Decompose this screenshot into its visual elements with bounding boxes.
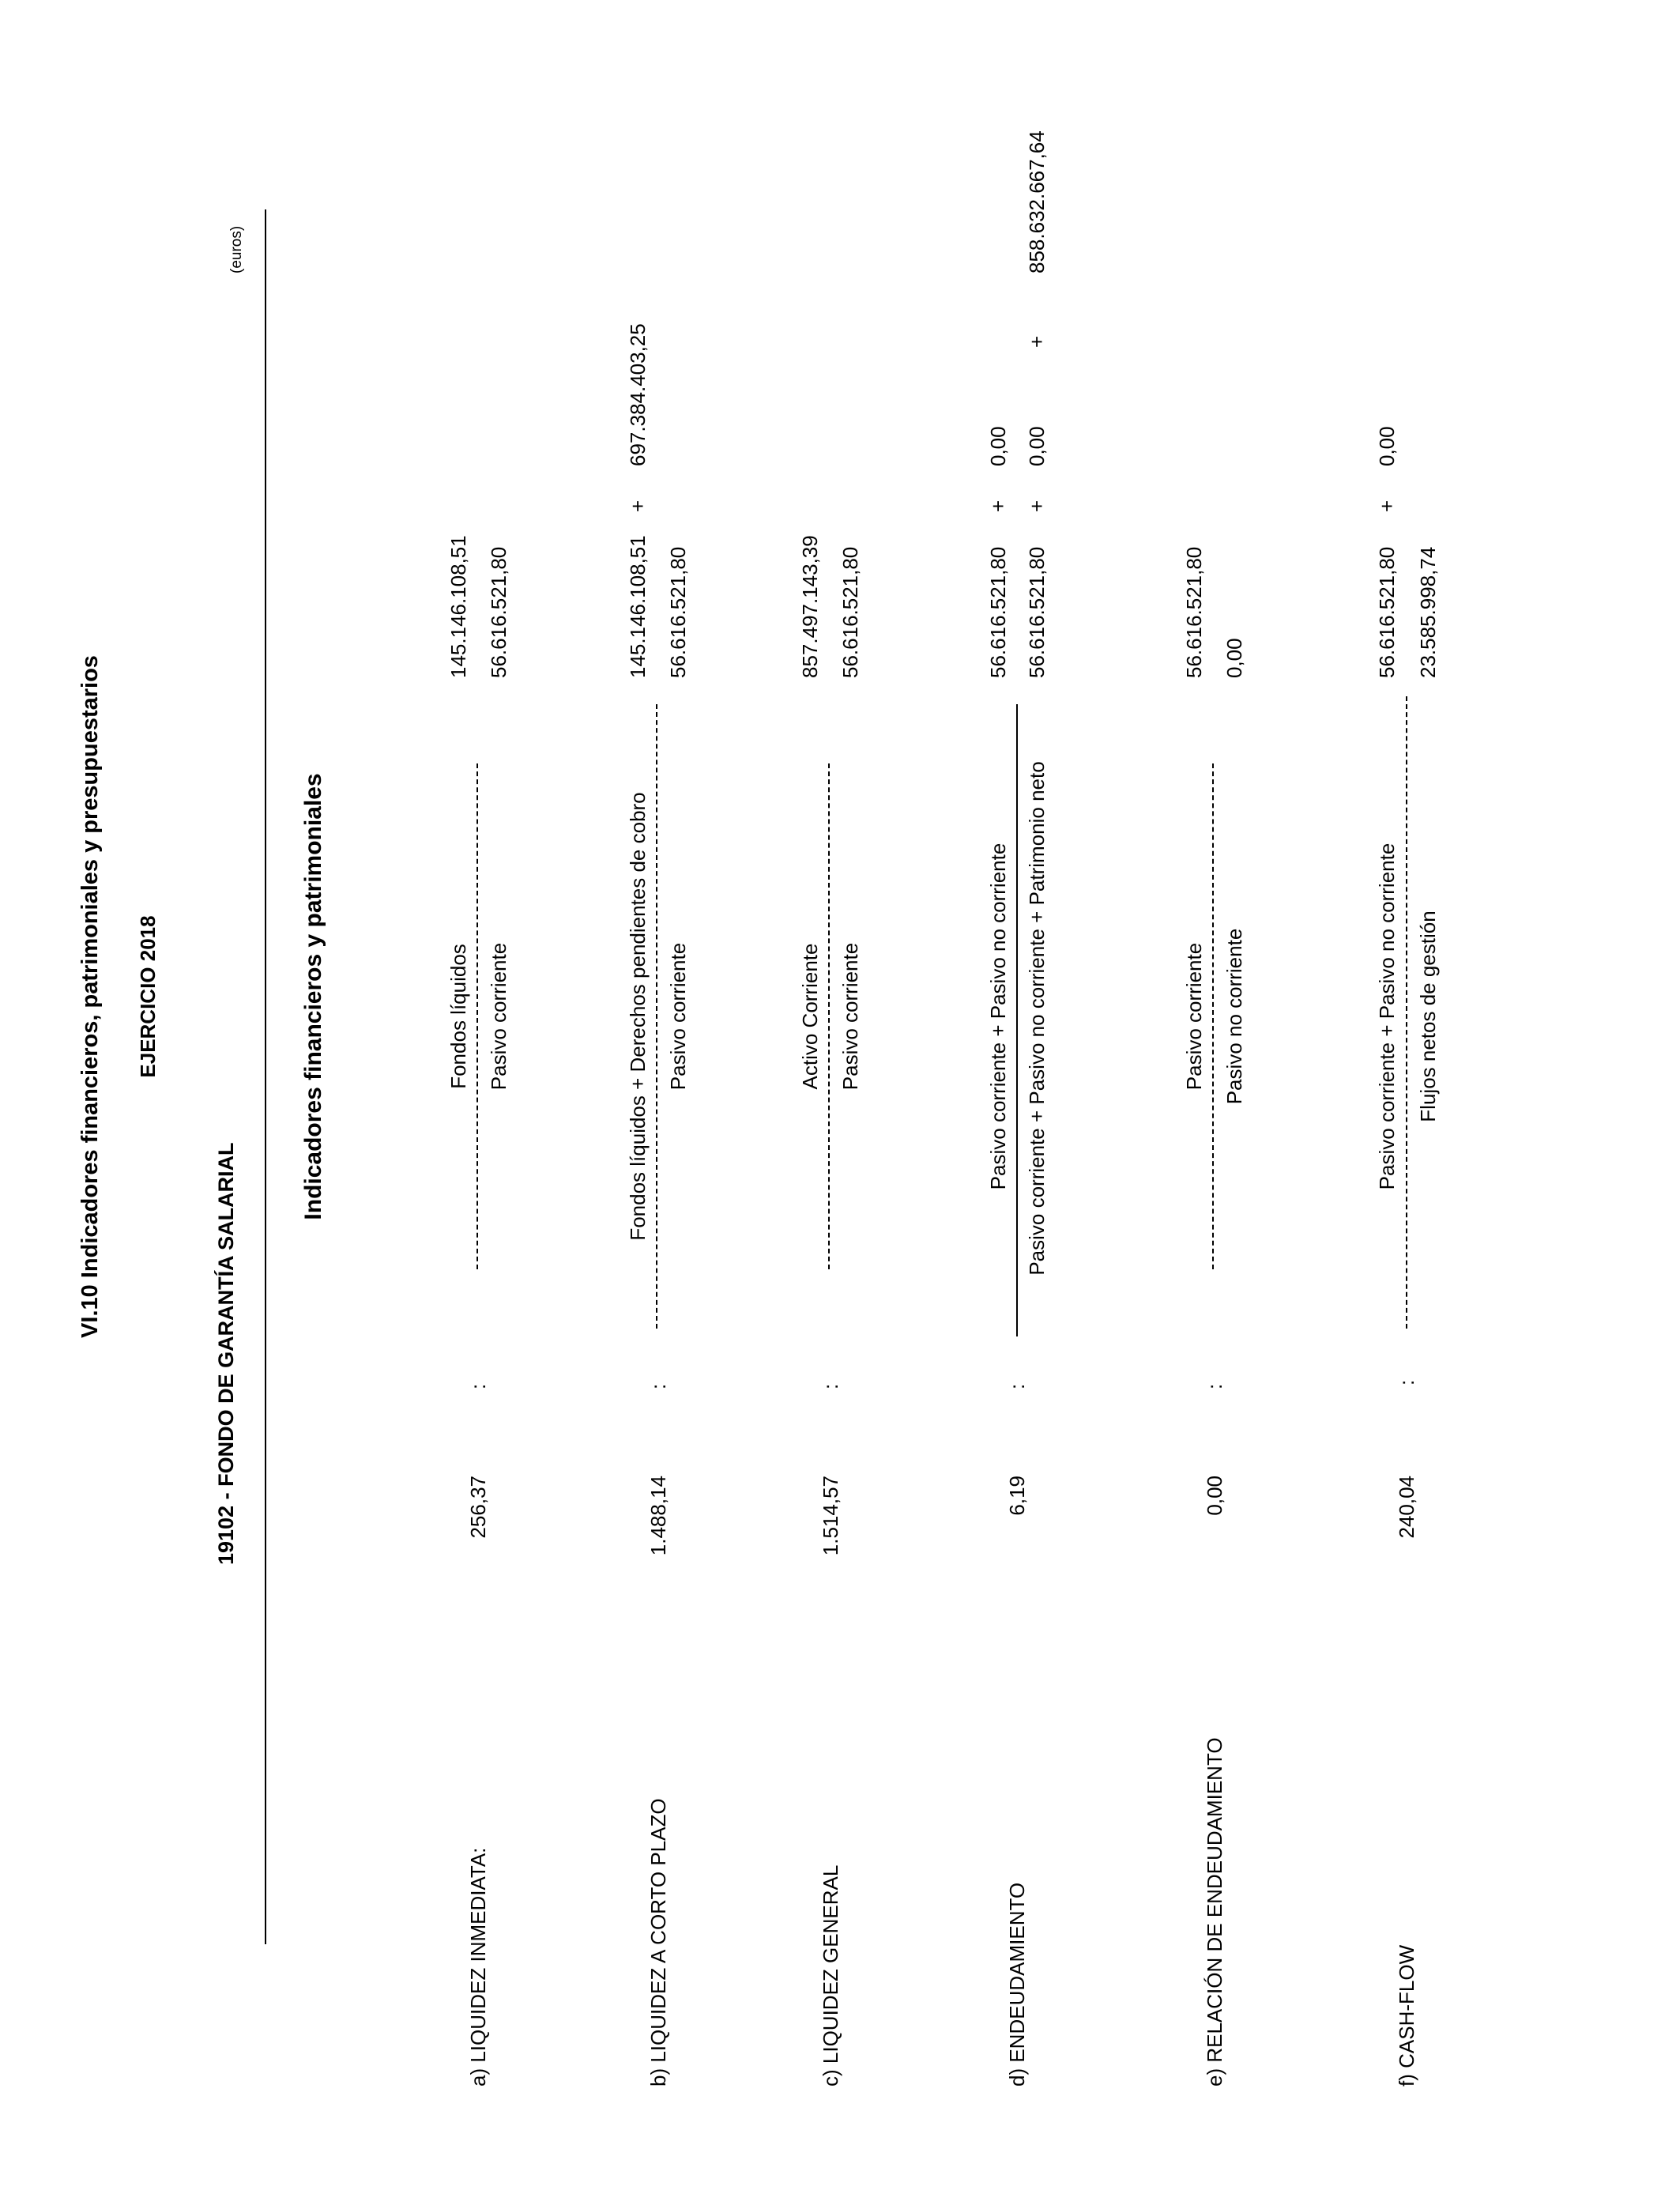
numerator-value: 857.497.143,39 bbox=[798, 535, 822, 678]
numerator-value: 145.146.108,51 bbox=[626, 535, 650, 678]
entity-name: 19102 - FONDO DE GARANTÍA SALARIAL bbox=[214, 1142, 238, 1565]
plus-sign: + bbox=[1025, 335, 1049, 348]
denominator-text: Pasivo corriente bbox=[666, 942, 690, 1091]
indicator-label: a) LIQUIDEZ INMEDIATA: bbox=[466, 1847, 490, 2087]
plus-sign: + bbox=[1025, 499, 1049, 512]
indicator-result: 0,00 bbox=[1203, 1476, 1226, 1516]
section-title: Indicadores financieros y patrimoniales bbox=[300, 773, 326, 1220]
indicator-result: 1.488,14 bbox=[646, 1476, 670, 1556]
denominator-text: Pasivo corriente bbox=[838, 942, 862, 1091]
indicator-label: e) RELACIÓN DE ENDEUDAMIENTO bbox=[1203, 1737, 1226, 2087]
colon: : bbox=[819, 1383, 842, 1389]
indicator-result: 1.514,57 bbox=[819, 1476, 842, 1556]
colon: : bbox=[466, 1383, 490, 1389]
colon: : bbox=[1395, 1379, 1418, 1385]
numerator-value: 0,00 bbox=[986, 426, 1010, 466]
indicator-label: c) LIQUIDEZ GENERAL bbox=[819, 1864, 842, 2087]
numerator-text: Pasivo corriente + Pasivo no corriente bbox=[1375, 843, 1399, 1190]
denominator-text: Pasivo no corriente bbox=[1222, 928, 1246, 1105]
denominator-value: 858.632.667,64 bbox=[1025, 130, 1049, 273]
plus-sign: + bbox=[986, 499, 1010, 512]
fraction-line bbox=[1212, 763, 1214, 1269]
denominator-value: 23.585.998,74 bbox=[1416, 546, 1440, 678]
denominator-value: 56.616.521,80 bbox=[1025, 546, 1049, 678]
numerator-text: Activo Corriente bbox=[798, 943, 822, 1090]
numerator-value: 145.146.108,51 bbox=[446, 535, 470, 678]
indicator-result: 240,04 bbox=[1395, 1476, 1418, 1539]
page-subtitle: EJERCICIO 2018 bbox=[136, 915, 160, 1078]
fraction-line bbox=[828, 763, 830, 1269]
page-title: VI.10 Indicadores financieros, patrimoniales y presupuestarios bbox=[77, 655, 103, 1338]
fraction-line bbox=[477, 763, 478, 1269]
numerator-text: Pasivo corriente bbox=[1182, 942, 1206, 1091]
numerator-value: 697.384.403,25 bbox=[626, 323, 650, 466]
denominator-text: Flujos netos de gestión bbox=[1416, 910, 1440, 1122]
plus-sign: + bbox=[1375, 499, 1399, 512]
denominator-text: Pasivo corriente + Pasivo no corriente + Patrimonio neto bbox=[1025, 761, 1049, 1276]
numerator-value: 0,00 bbox=[1375, 426, 1399, 466]
indicator-result: 6,19 bbox=[1005, 1476, 1029, 1516]
numerator-value: 56.616.521,80 bbox=[1182, 546, 1206, 678]
denominator-value: 0,00 bbox=[1222, 638, 1246, 678]
fraction-line bbox=[1016, 704, 1018, 1336]
fraction-line bbox=[1406, 696, 1407, 1329]
colon: : bbox=[1005, 1383, 1029, 1389]
numerator-text: Fondos líquidos bbox=[446, 944, 470, 1089]
denominator-value: 56.616.521,80 bbox=[838, 546, 862, 678]
indicator-label: d) ENDEUDAMIENTO bbox=[1005, 1882, 1029, 2087]
indicator-label: f) CASH-FLOW bbox=[1395, 1944, 1418, 2087]
plus-sign: + bbox=[626, 499, 650, 512]
denominator-value: 56.616.521,80 bbox=[666, 546, 690, 678]
header-rule bbox=[265, 209, 266, 1944]
units-label: (euros) bbox=[228, 225, 245, 273]
colon: : bbox=[1203, 1383, 1226, 1389]
denominator-value: 0,00 bbox=[1025, 426, 1049, 466]
fraction-line bbox=[656, 704, 657, 1329]
indicator-label: b) LIQUIDEZ A CORTO PLAZO bbox=[646, 1798, 670, 2087]
numerator-text: Fondos líquidos + Derechos pendientes de cobro bbox=[626, 792, 650, 1241]
denominator-text: Pasivo corriente bbox=[487, 942, 510, 1091]
numerator-text: Pasivo corriente + Pasivo no corriente bbox=[986, 843, 1010, 1190]
indicator-result: 256,37 bbox=[466, 1476, 490, 1539]
denominator-value: 56.616.521,80 bbox=[487, 546, 510, 678]
numerator-value: 56.616.521,80 bbox=[986, 546, 1010, 678]
numerator-value: 56.616.521,80 bbox=[1375, 546, 1399, 678]
colon: : bbox=[646, 1383, 670, 1389]
